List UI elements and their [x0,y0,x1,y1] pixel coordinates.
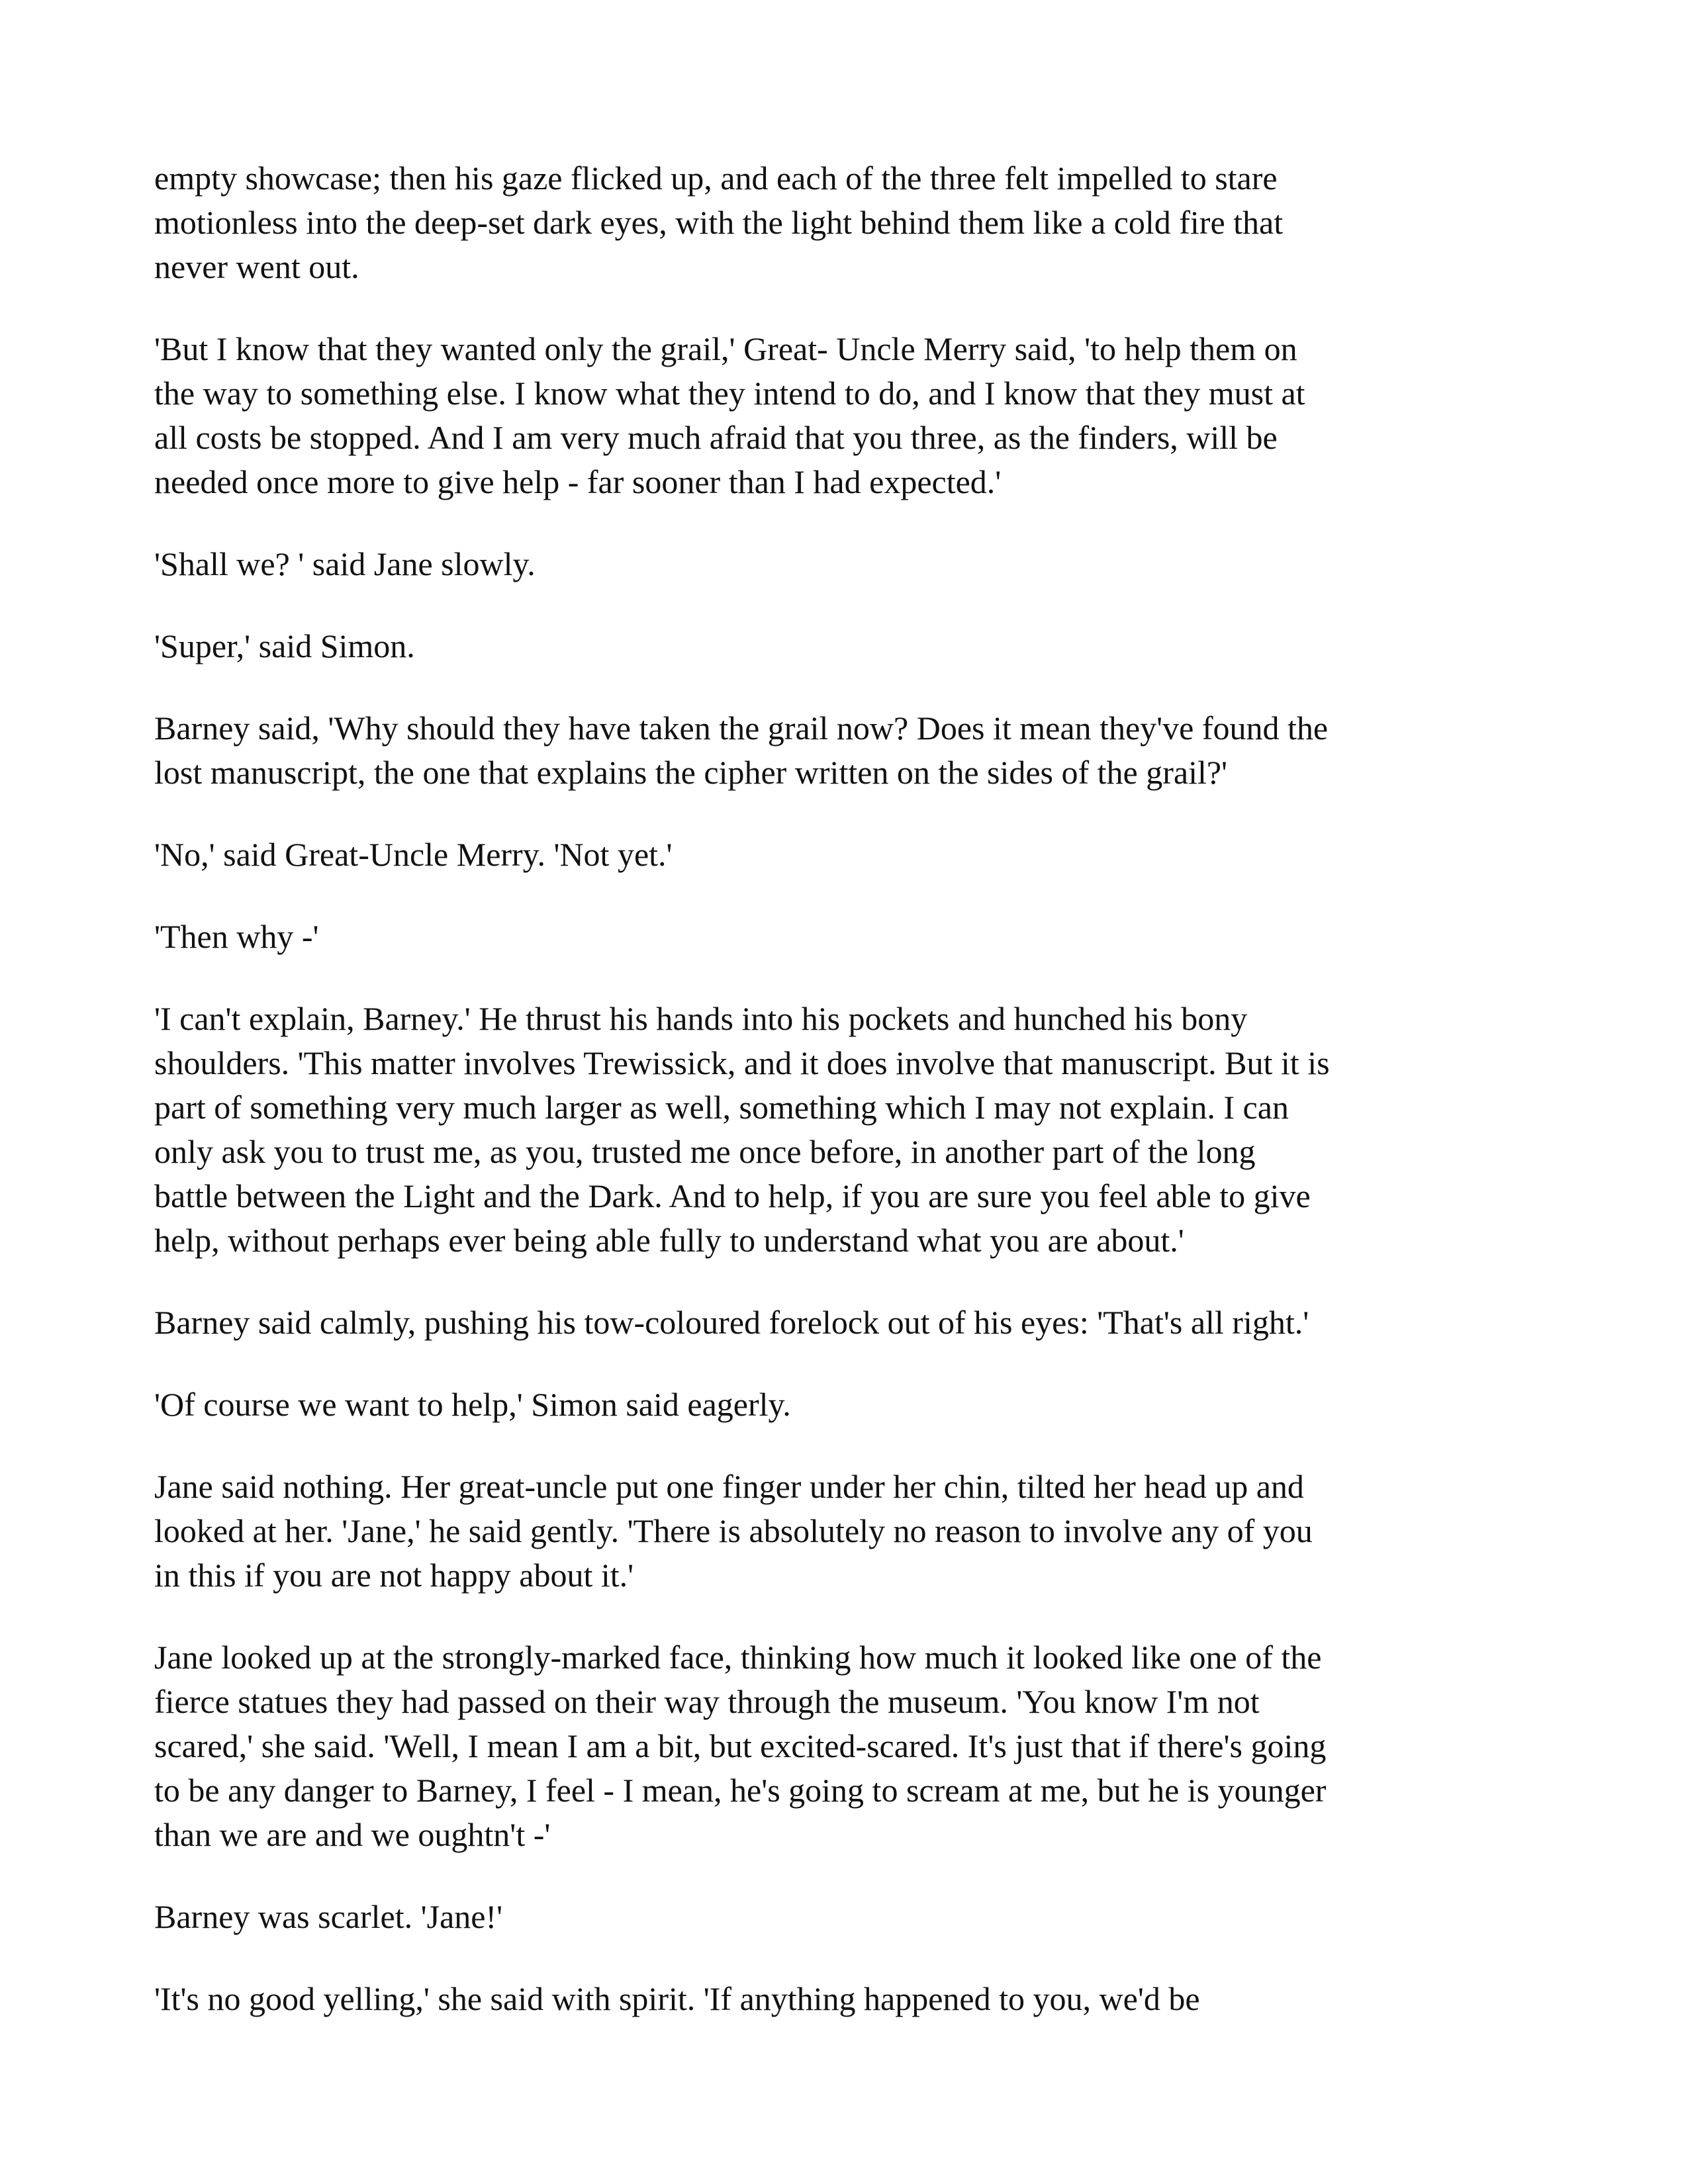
paragraph-4 [154,624,1551,668]
text-line: motionless into the deep-set dark eyes, with the light behind them like a cold fire that [154,204,1284,241]
text-line: 'It's no good yelling,' she said with spirit. 'If anything happened to you, we'd be [154,1980,1200,2017]
text-line: Barney was scarlet. 'Jane!' [154,1898,503,1935]
text-line: looked at her. 'Jane,' he said gently. 'There is absolutely no reason to involve any of you [154,1512,1313,1549]
paragraph-1 [154,156,1551,289]
paragraph-9 [154,1300,1551,1345]
text-line: 'Then why -' [154,918,319,955]
paragraph-2 [154,327,1551,504]
text-line: 'I can't explain, Barney.' He thrust his hands into his pockets and hunched his bony [154,1000,1248,1037]
text-line: 'No,' said Great-Uncle Merry. 'Not yet.' [154,836,673,873]
text-line: needed once more to give help - far sooner than I had expected.' [154,463,1002,500]
text-line: to be any danger to Barney, I feel - I mean, he's going to scream at me, but he is younger [154,1772,1327,1809]
text-line: Jane said nothing. Her great-uncle put one finger under her chin, tilted her head up and [154,1468,1304,1505]
text-line: battle between the Light and the Dark. And to help, if you are sure you feel able to give [154,1177,1311,1214]
document-page [154,156,1551,2059]
text-line: the way to something else. I know what they intend to do, and I know that they must at [154,375,1305,412]
text-line: part of something very much larger as well, something which I may not explain. I can [154,1089,1289,1126]
text-line: 'Shall we? ' said Jane slowly. [154,545,536,582]
text-line: Jane looked up at the strongly-marked face, thinking how much it looked like one of the [154,1639,1322,1676]
text-line: only ask you to trust me, as you, trusted me once before, in another part of the long [154,1133,1256,1170]
text-line: Barney said calmly, pushing his tow-coloured forelock out of his eyes: 'That's all right.' [154,1304,1309,1341]
text-line: never went out. [154,248,359,285]
paragraph-13 [154,1895,1551,1939]
text-line: help, without perhaps ever being able fully to understand what you are about.' [154,1222,1184,1259]
text-line: Barney said, 'Why should they have taken the grail now? Does it mean they've found the [154,709,1329,747]
paragraph-14 [154,1977,1551,2021]
text-line: empty showcase; then his gaze flicked up, and each of the three felt impelled to stare [154,159,1278,197]
text-line: 'But I know that they wanted only the grail,' Great- Uncle Merry said, 'to help them on [154,330,1297,367]
paragraph-3 [154,542,1551,586]
text-line: all costs be stopped. And I am very much afraid that you three, as the finders, will be [154,419,1278,456]
paragraph-12 [154,1635,1551,1857]
paragraph-7 [154,915,1551,959]
paragraph-5 [154,706,1551,795]
text-line: 'Super,' said Simon. [154,627,415,664]
text-line: lost manuscript, the one that explains the cipher written on the sides of the grail?' [154,754,1228,791]
text-line: scared,' she said. 'Well, I mean I am a bit, but excited-scared. It's just that if there's going [154,1727,1327,1764]
text-line: in this if you are not happy about it.' [154,1557,634,1594]
paragraph-6 [154,833,1551,877]
text-line: than we are and we oughtn't -' [154,1816,551,1853]
paragraph-10 [154,1383,1551,1427]
text-line: shoulders. 'This matter involves Trewissick, and it does involve that manuscript. But it is [154,1044,1330,1081]
text-line: 'Of course we want to help,' Simon said eagerly. [154,1386,791,1423]
paragraph-8 [154,997,1551,1263]
text-line: fierce statues they had passed on their way through the museum. 'You know I'm not [154,1683,1260,1720]
paragraph-11 [154,1465,1551,1598]
